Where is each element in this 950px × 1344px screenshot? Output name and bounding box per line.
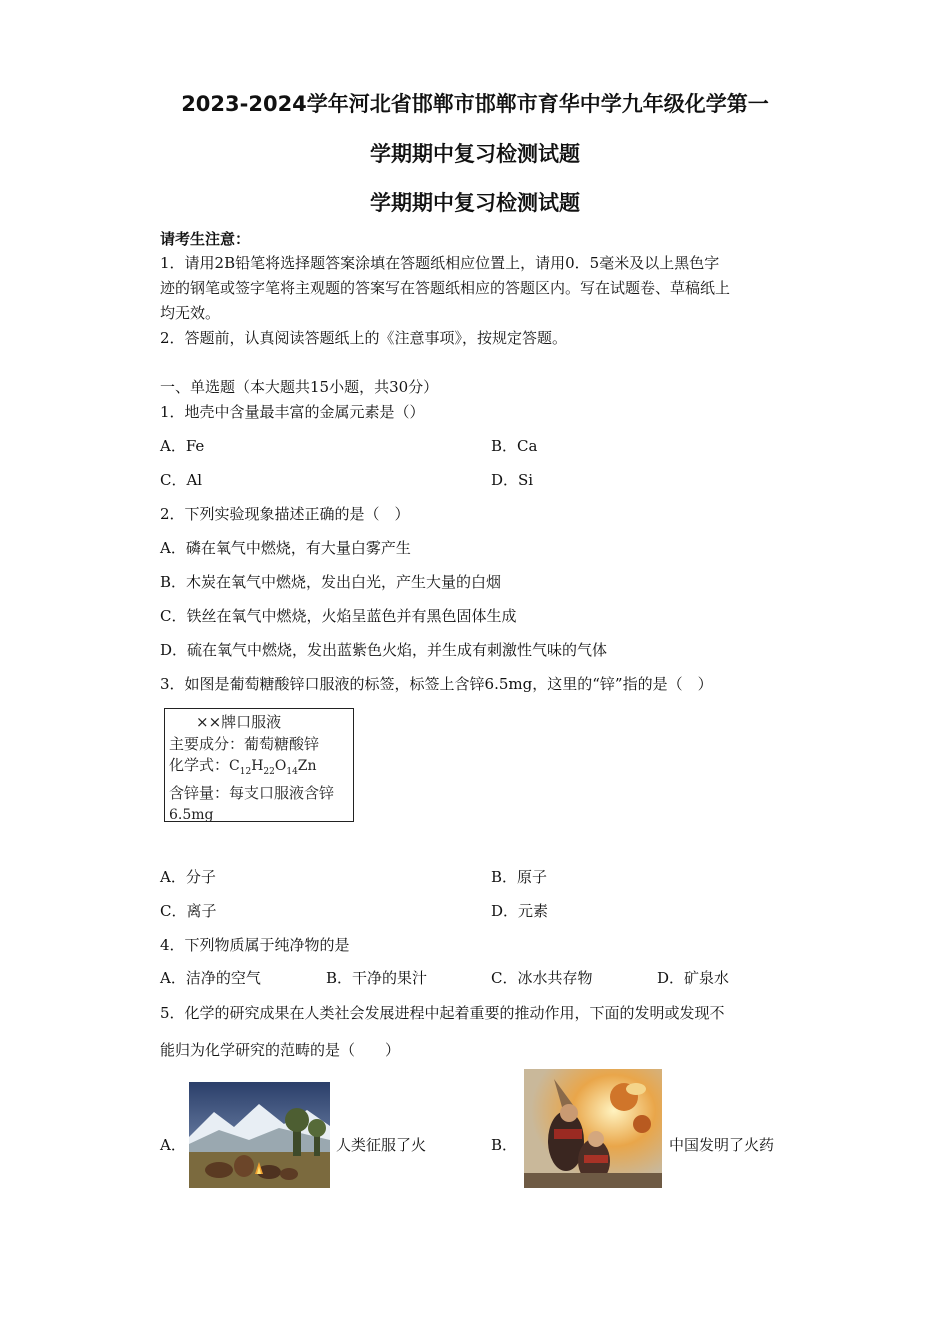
fire-scene-image	[189, 1082, 330, 1188]
q1-option-a: A．Fe	[160, 437, 205, 455]
page-title-line1: 2023-2024学年河北省邯郸市邯郸市育华中学九年级化学第一	[181, 92, 769, 116]
q3-stem: 3．如图是葡萄糖酸锌口服液的标签，标签上含锌6.5mg，这里的“锌”指的是（ ）	[160, 675, 713, 693]
q2-option-a: A．磷在氧气中燃烧，有大量白雾产生	[160, 539, 411, 557]
q2-stem: 2．下列实验现象描述正确的是（ ）	[160, 505, 410, 523]
q4-stem: 4．下列物质属于纯净物的是	[160, 936, 350, 954]
q4-option-a: A．洁净的空气	[160, 969, 261, 987]
notice-item1-line2: 迹的钢笔或签字笔将主观题的答案写在答题纸相应的答题区内。写在试题卷、草稿纸上	[160, 279, 731, 297]
notice-item1-line1: 1．请用2B铅笔将选择题答案涂填在答题纸相应位置上，请用0．5毫米及以上黑色字	[160, 254, 720, 272]
q5-option-a-text: 人类征服了火	[336, 1136, 427, 1154]
q1-option-d: D．Si	[491, 471, 534, 489]
label-formula-prefix: 化学式：	[169, 756, 230, 774]
chemical-formula: $C_{12}H_{22}O_{14}Zn$	[229, 758, 317, 777]
q5-option-b-text: 中国发明了火药	[669, 1136, 775, 1154]
q2-option-d: D．硫在氧气中燃烧，发出蓝紫色火焰，并生成有刺激性气味的气体	[160, 641, 608, 659]
label-product-name: ××牌口服液	[196, 713, 282, 731]
label-formula-line	[169, 755, 353, 783]
q1-option-c: C．Al	[160, 471, 203, 489]
label-main-ingredient: 主要成分：葡萄糖酸锌	[169, 734, 320, 753]
q4-option-c: C．冰水共存物	[491, 969, 593, 987]
page-title-line3: 学期期中复习检测试题	[370, 191, 580, 215]
q5-option-b-letter: B．	[491, 1136, 518, 1154]
q2-option-c: C．铁丝在氧气中燃烧，火焰呈蓝色并有黑色固体生成	[160, 607, 517, 625]
product-label-box	[164, 708, 354, 822]
q3-option-d: D．元素	[491, 902, 549, 920]
q5-option-a-letter: A．	[160, 1136, 186, 1154]
q1-stem: 1．地壳中含量最丰富的金属元素是（）	[160, 403, 425, 421]
q2-option-b: B．木炭在氧气中燃烧，发出白光，产生大量的白烟	[160, 573, 502, 591]
notice-item2: 2．答题前，认真阅读答题纸上的《注意事项》，按规定答题。	[160, 329, 568, 347]
q5-stem-line1: 5．化学的研究成果在人类社会发展进程中起着重要的推动作用，下面的发明或发现不	[160, 1004, 725, 1022]
notice-item1-line3: 均无效。	[160, 304, 221, 322]
gunpowder-scene-image	[524, 1069, 662, 1188]
q4-option-b: B．干净的果汁	[326, 969, 428, 987]
notice-heading: 请考生注意：	[160, 230, 251, 248]
section-heading: 一、单选题（本大题共15小题，共30分）	[160, 378, 439, 396]
q4-option-d: D．矿泉水	[657, 969, 730, 987]
page-title-line2: 学期期中复习检测试题	[370, 142, 580, 166]
label-zinc-content: 含锌量：每支口服液含锌	[169, 784, 335, 803]
q3-option-a: A．分子	[160, 868, 216, 886]
q3-option-b: B．原子	[491, 868, 548, 886]
label-zinc-amount: 6.5mg	[169, 806, 214, 823]
q1-option-b: B．Ca	[491, 437, 538, 455]
q3-option-c: C．离子	[160, 902, 217, 920]
q5-stem-line2: 能归为化学研究的范畴的是（ ）	[160, 1041, 401, 1059]
